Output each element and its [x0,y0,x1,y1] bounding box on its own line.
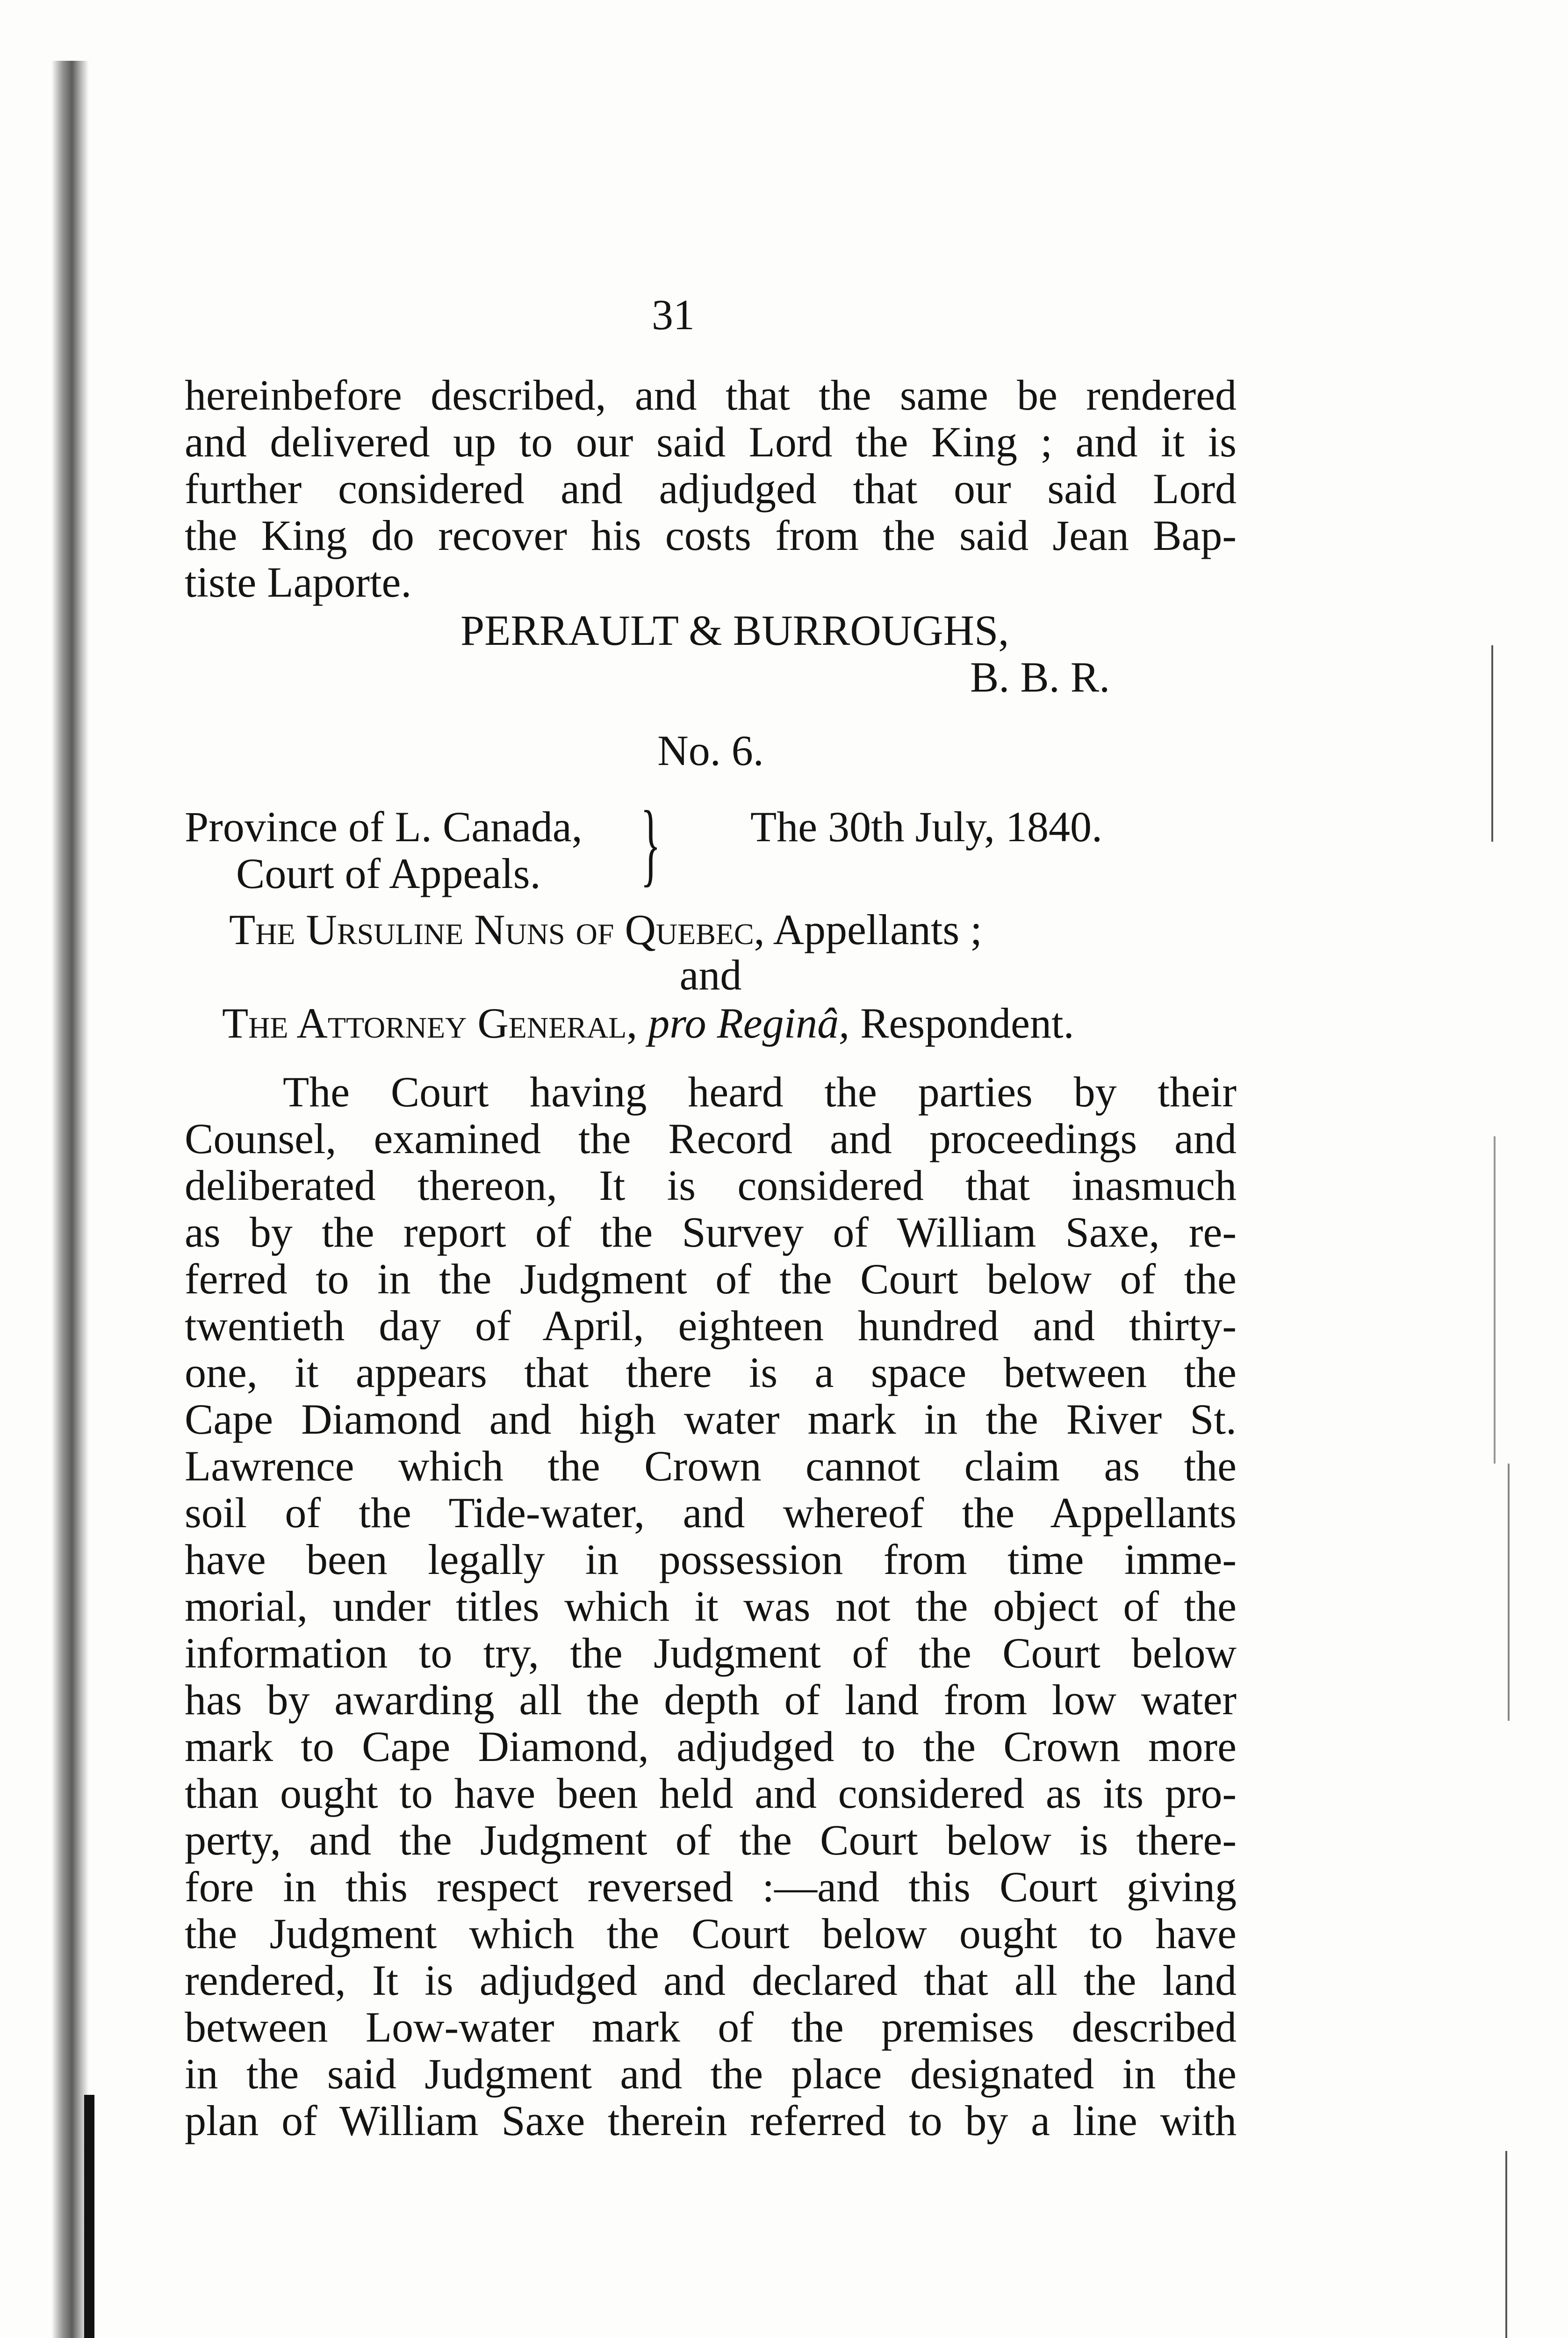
judgment-line: soil of the Tide-water, and whereof the Appellants [185,1489,1237,1537]
judgment-line: Lawrence which the Crown cannot claim as the [185,1442,1237,1490]
curly-brace: } [640,792,661,895]
judgment-line: one, it appears that there is a space between the [185,1349,1237,1396]
opening-line: the King do recover his costs from the said Jean Bap- [185,512,1237,559]
respondent-role: Respondent. [860,999,1074,1047]
binding-edge-shadow [51,61,89,2338]
opening-line: further considered and adjudged that our said Lord [185,465,1237,512]
scan-edge-mark [1505,2151,1507,2338]
judgment-line: mark to Cape Diamond, adjudged to the Crown more [185,1723,1237,1770]
court-name: Court of Appeals. [236,850,541,897]
page-number: 31 [652,291,695,339]
judgment-line: in the said Judgment and the place designated in the [185,2050,1237,2098]
court-province: Province of L. Canada, [185,803,583,851]
case-number: No. 6. [657,727,764,774]
binding-edge-dark-strip [84,2095,94,2338]
respondent-line [222,998,1074,1048]
judgment-line: deliberated thereon, It is considered that inasmuch [185,1162,1237,1209]
judgment-line: Cape Diamond and high water mark in the River St. [185,1395,1237,1443]
judgment-line: fore in this respect reversed :—and this Court giving [185,1863,1237,1911]
signature-firm: PERRAULT & BURROUGHS, [460,606,1009,654]
opening-line: hereinbefore described, and that the same be rendered [185,371,1237,419]
judgment-line: between Low-water mark of the premises described [185,2003,1237,2051]
judgment-line: twentieth day of April, eighteen hundred and thirty- [185,1302,1237,1349]
judgment-line: has by awarding all the depth of land from low water [185,1676,1237,1724]
judgment-line: rendered, It is adjudged and declared that all the land [185,1956,1237,2004]
respondent-qualifier: pro Reginâ, [648,999,850,1047]
appellants-role: Appellants ; [773,906,982,953]
parties-conjunction: and [679,951,742,999]
judgment-line: morial, under titles which it was not the object of the [185,1582,1237,1630]
respondent-name: The Attorney General, [222,999,638,1047]
opening-line: tiste Laporte. [185,558,412,606]
judgment-line: the Judgment which the Court below ought to have [185,1910,1237,1957]
judgment-line: Counsel, examined the Record and proceedings and [185,1115,1237,1162]
judgment-line: perty, and the Judgment of the Court below is there- [185,1816,1237,1864]
appellants-name: The Ursuline Nuns of Quebec, [229,906,765,953]
judgment-line: plan of William Saxe therein referred to by a line with [185,2097,1237,2144]
opening-line: and delivered up to our said Lord the King ; and it is [185,418,1237,466]
judgment-line: have been legally in possession from time imme- [185,1536,1237,1583]
judgment-line: information to try, the Judgment of the Court below [185,1629,1237,1677]
scan-edge-mark [1508,1464,1510,1721]
judgment-date: The 30th July, 1840. [750,803,1102,851]
scan-edge-mark [1494,1136,1496,1464]
judgment-line: ferred to in the Judgment of the Court below of the [185,1255,1237,1303]
judgment-line: The Court having heard the parties by their [283,1068,1237,1116]
judgment-line: than ought to have been held and considered as its pro- [185,1769,1237,1817]
judgment-line: as by the report of the Survey of William Saxe, re- [185,1208,1237,1256]
appellants-line [229,905,982,954]
scan-edge-mark [1491,645,1493,842]
signature-office: B. B. R. [970,653,1110,701]
